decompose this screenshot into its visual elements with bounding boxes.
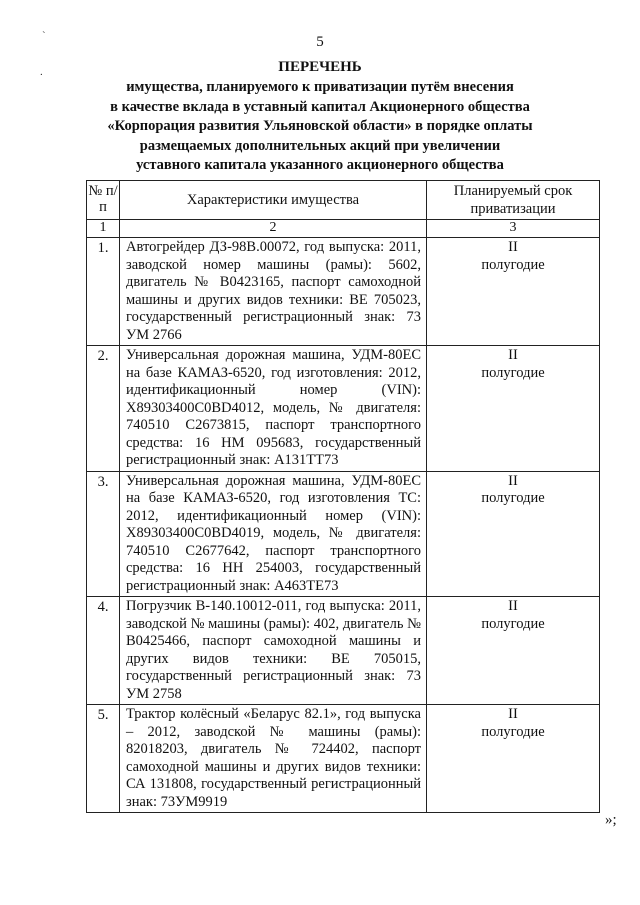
table-row	[87, 705, 600, 813]
term-word: полугодие	[481, 256, 545, 273]
closing-quote-mark: »;	[605, 812, 617, 828]
header-number: № п/п	[87, 181, 120, 220]
row-description: Погрузчик В-140.10012-011, год выпуска: 2011, заводской № машины (рамы): 402, двигатель № В0425466, паспорт самоходной машины и других видов техники: ВЕ 705015, государственный регистрационный знак: 73 УМ 2758	[120, 597, 427, 705]
subtitle-line: «Корпорация развития Ульяновской области» в порядке оплаты	[107, 118, 533, 134]
subtitle-line: в качестве вклада в уставный капитал Акционерного общества	[110, 98, 530, 115]
subtitle-line: уставного капитала указанного акционерного общества	[136, 157, 504, 173]
row-description: Универсальная дорожная машина, УДМ-80ЕС на базе КАМАЗ-6520, год изготовления ТС: 2012, идентификационный номер (VIN): Х89303400С0ВD4019, модель, № двигателя: 740510 С2677642, паспорт транспортного средства: 16 НН 254003, государственный регистрационный знак: А463ТЕ73	[120, 471, 427, 597]
column-number: 1	[87, 220, 120, 238]
row-term	[427, 346, 600, 472]
column-number: 3	[427, 220, 600, 238]
scan-speck: .	[40, 66, 43, 78]
row-number: 4.	[87, 597, 120, 705]
term-word: полугодие	[481, 364, 545, 381]
property-table	[86, 180, 600, 813]
row-number: 5.	[87, 705, 120, 813]
term-word: полугодие	[481, 723, 545, 740]
row-description: Универсальная дорожная машина, УДМ-80ЕС на базе КАМАЗ-6520, год изготовления: 2012, идентификационный номер (VIN): Х89303400С0ВD4012, модель, № двигателя: 740510 С2673815, паспорт транспортного средства: 16 НМ 095683, государственный регистрационный знак: А131ТТ73	[120, 346, 427, 472]
table-row	[87, 346, 600, 472]
column-number-row	[87, 220, 600, 238]
term-half: II	[508, 598, 518, 614]
column-number: 2	[120, 220, 427, 238]
term-word: полугодие	[481, 490, 545, 506]
term-half: II	[508, 472, 518, 489]
row-term	[427, 471, 600, 597]
header-characteristics: Характеристики имущества	[120, 181, 427, 220]
term-half: II	[508, 239, 518, 255]
table-row	[87, 471, 600, 597]
term-half: II	[508, 706, 518, 722]
row-description: Трактор колёсный «Беларус 82.1», год выпуска – 2012, заводской № машины (рамы): 82018203, двигатель № 724402, паспорт самоходной машины и других видов техники: СА 131808, государственный регистрационный знак: 73УМ9919	[120, 705, 427, 813]
table-row	[87, 597, 600, 705]
row-term	[427, 238, 600, 346]
row-number: 3.	[87, 471, 120, 597]
term-half: II	[508, 347, 518, 363]
row-term	[427, 597, 600, 705]
row-number: 1.	[87, 238, 120, 346]
term-word: полугодие	[481, 615, 545, 632]
row-description: Автогрейдер ДЗ-98В.00072, год выпуска: 2011, заводской номер машины (рамы): 5602, двигатель № В0423165, паспорт самоходной машины и других видов техники: ВЕ 705023, государственный регистрационный знак: 73 УМ 2766	[120, 238, 427, 346]
table-header-row	[87, 181, 600, 220]
subtitle-line: имущества, планируемого к приватизации путём внесения	[126, 79, 514, 95]
document-subtitle	[60, 78, 580, 176]
document-title: ПЕРЕЧЕНЬ	[278, 59, 362, 75]
page-number: 5	[316, 34, 324, 50]
header-term: Планируемый срок приватизации	[427, 181, 600, 220]
table-row	[87, 238, 600, 346]
scan-speck: `	[42, 30, 46, 42]
subtitle-line: размещаемых дополнительных акций при увеличении	[139, 137, 501, 154]
row-number: 2.	[87, 346, 120, 472]
row-term	[427, 705, 600, 813]
